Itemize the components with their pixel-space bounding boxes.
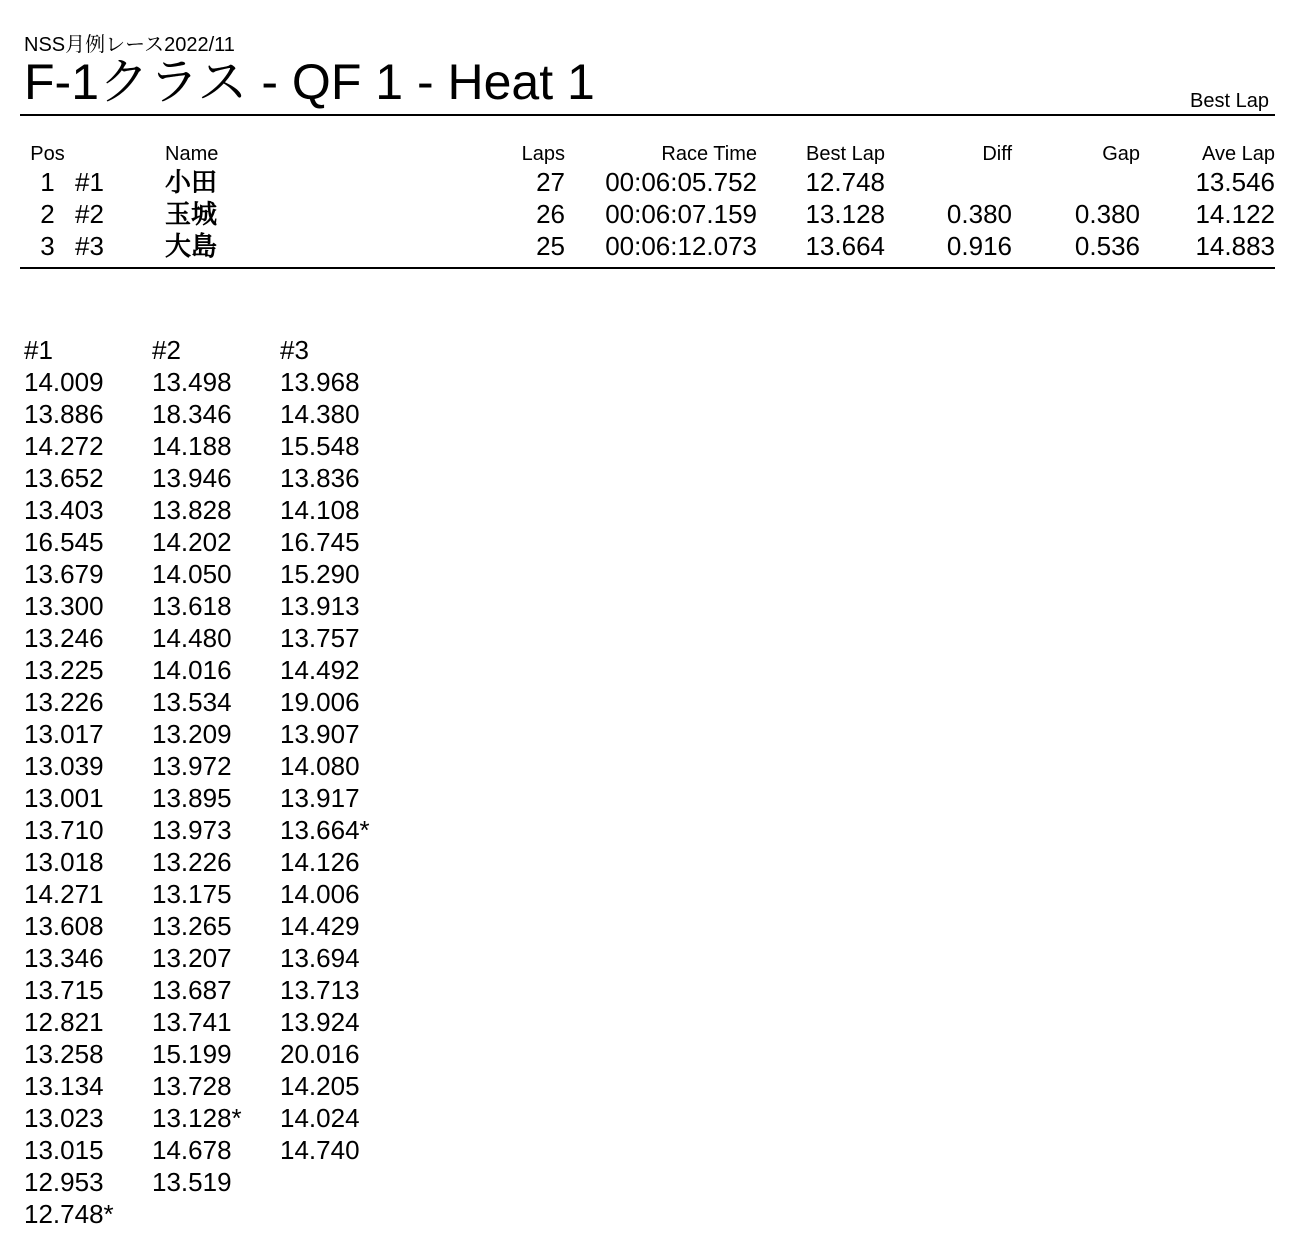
lap-time: 14.080: [280, 751, 360, 781]
lap-column-header: #1: [24, 335, 53, 365]
lap-column-header: #2: [152, 335, 181, 365]
lap-time: 13.713: [280, 975, 360, 1005]
lap-time: 13.265: [152, 911, 232, 941]
table-row: [20, 198, 1275, 230]
gap-cell: 0.536: [1074, 231, 1140, 261]
laps-cell: 25: [536, 231, 565, 261]
lap-time: 13.715: [24, 975, 104, 1005]
race-time-cell: 00:06:07.159: [605, 199, 757, 229]
lap-time: 14.429: [280, 911, 360, 941]
lap-time: 13.836: [280, 463, 360, 493]
lap-time: 14.492: [280, 655, 360, 685]
best-lap-cell: 13.128: [805, 199, 885, 229]
lap-time: 13.728: [152, 1071, 232, 1101]
col-pos: Pos: [30, 143, 65, 165]
diff-cell: 0.380: [946, 199, 1012, 229]
diff-cell: 0.916: [946, 231, 1012, 261]
driver-name-cell: 玉城: [165, 199, 218, 229]
lap-time: 14.678: [152, 1135, 232, 1165]
lap-times-section: [24, 334, 408, 1230]
lap-time: 15.548: [280, 431, 360, 461]
lap-time: 13.519: [152, 1167, 232, 1197]
lap-time: 14.188: [152, 431, 232, 461]
lap-time: 13.018: [24, 847, 104, 877]
lap-time: 12.748*: [24, 1199, 114, 1229]
lap-time: 14.740: [280, 1135, 360, 1165]
best-lap-cell: 13.664: [805, 231, 885, 261]
lap-times-column: [280, 334, 408, 1230]
ave-lap-cell: 14.883: [1195, 231, 1275, 261]
lap-time: 19.006: [280, 687, 360, 717]
col-race-time: Race Time: [661, 143, 757, 165]
car-number-cell: #2: [75, 199, 104, 229]
lap-time: 13.687: [152, 975, 232, 1005]
lap-time: 20.016: [280, 1039, 360, 1069]
lap-time: 13.895: [152, 783, 232, 813]
race-time-cell: 00:06:12.073: [605, 231, 757, 261]
pos-cell: 1: [40, 167, 55, 197]
lap-time: 13.226: [24, 687, 104, 717]
lap-time: 15.290: [280, 559, 360, 589]
col-ave-lap: Ave Lap: [1201, 143, 1275, 165]
lap-time: 13.209: [152, 719, 232, 749]
lap-time: 13.134: [24, 1071, 104, 1101]
col-name: Name: [165, 143, 219, 165]
lap-time: 14.272: [24, 431, 104, 461]
lap-time: 12.821: [24, 1007, 104, 1037]
top-divider: [20, 114, 1275, 116]
lap-time: 13.207: [152, 943, 232, 973]
best-lap-cell: 12.748: [805, 167, 885, 197]
lap-time: 13.886: [24, 399, 104, 429]
lap-time: 14.108: [280, 495, 360, 525]
gap-cell: [1012, 166, 1140, 198]
lap-time: 13.015: [24, 1135, 104, 1165]
lap-time: 18.346: [152, 399, 232, 429]
page-title: F-1クラス - QF 1 - Heat 1: [24, 54, 595, 110]
lap-time: 14.480: [152, 623, 232, 653]
diff-cell: [885, 166, 1012, 198]
lap-time: 13.741: [152, 1007, 232, 1037]
lap-time: 14.006: [280, 879, 360, 909]
results-table: [20, 140, 1275, 262]
lap-time: 14.050: [152, 559, 232, 589]
lap-time: 13.907: [280, 719, 360, 749]
lap-time: 14.271: [24, 879, 104, 909]
lap-time: 13.664*: [280, 815, 370, 845]
lap-time: 16.545: [24, 527, 104, 557]
lap-time: 13.828: [152, 495, 232, 525]
table-row: [20, 230, 1275, 262]
car-number-cell: #3: [75, 231, 104, 261]
lap-time: 13.258: [24, 1039, 104, 1069]
laps-cell: 26: [536, 199, 565, 229]
lap-time: 14.126: [280, 847, 360, 877]
ave-lap-cell: 14.122: [1195, 199, 1275, 229]
race-time-cell: 00:06:05.752: [605, 167, 757, 197]
lap-time: 13.913: [280, 591, 360, 621]
lap-time: 13.225: [24, 655, 104, 685]
lap-times-column: [24, 334, 152, 1230]
col-best-lap: Best Lap: [806, 143, 885, 165]
bottom-divider: [20, 267, 1275, 269]
lap-time: 13.346: [24, 943, 104, 973]
lap-time: 13.679: [24, 559, 104, 589]
lap-time: 13.652: [24, 463, 104, 493]
pos-cell: 3: [40, 231, 55, 261]
lap-time: 14.205: [280, 1071, 360, 1101]
lap-time: 15.199: [152, 1039, 232, 1069]
lap-time: 16.745: [280, 527, 360, 557]
lap-time: 13.017: [24, 719, 104, 749]
lap-time: 14.380: [280, 399, 360, 429]
lap-time: 14.024: [280, 1103, 360, 1133]
laps-cell: 27: [536, 167, 565, 197]
col-gap: Gap: [1102, 143, 1140, 165]
lap-time: 13.973: [152, 815, 232, 845]
lap-time: 13.694: [280, 943, 360, 973]
lap-time: 13.710: [24, 815, 104, 845]
lap-time: 13.300: [24, 591, 104, 621]
results-header-row: [20, 140, 1275, 166]
lap-time: 13.246: [24, 623, 104, 653]
driver-name-cell: 小田: [165, 167, 218, 197]
col-diff: Diff: [982, 143, 1012, 165]
event-name: NSS月例レース2022/11: [24, 34, 235, 56]
lap-time: 13.917: [280, 783, 360, 813]
ave-lap-cell: 13.546: [1195, 167, 1275, 197]
lap-time: 12.953: [24, 1167, 104, 1197]
lap-time: 13.498: [152, 367, 232, 397]
table-row: [20, 166, 1275, 198]
lap-time: 13.534: [152, 687, 232, 717]
col-laps: Laps: [521, 143, 565, 165]
car-number-cell: #1: [75, 167, 104, 197]
lap-time: 13.608: [24, 911, 104, 941]
lap-time: 14.016: [152, 655, 232, 685]
lap-time: 13.226: [152, 847, 232, 877]
driver-name-cell: 大島: [165, 231, 218, 261]
lap-time: 14.202: [152, 527, 232, 557]
lap-time: 13.023: [24, 1103, 104, 1133]
lap-time: 13.175: [152, 879, 232, 909]
lap-time: 13.403: [24, 495, 104, 525]
lap-time: 13.924: [280, 1007, 360, 1037]
pos-cell: 2: [40, 199, 55, 229]
lap-times-column: [152, 334, 280, 1230]
lap-time: 13.618: [152, 591, 232, 621]
lap-time: 13.968: [280, 367, 360, 397]
lap-time: 13.972: [152, 751, 232, 781]
lap-time: 13.757: [280, 623, 360, 653]
best-lap-header-label: Best Lap: [1190, 90, 1269, 112]
lap-time: 13.001: [24, 783, 104, 813]
lap-time: 13.946: [152, 463, 232, 493]
lap-time: 13.128*: [152, 1103, 242, 1133]
gap-cell: 0.380: [1074, 199, 1140, 229]
lap-time: 14.009: [24, 367, 104, 397]
lap-time: 13.039: [24, 751, 104, 781]
lap-column-header: #3: [280, 335, 309, 365]
